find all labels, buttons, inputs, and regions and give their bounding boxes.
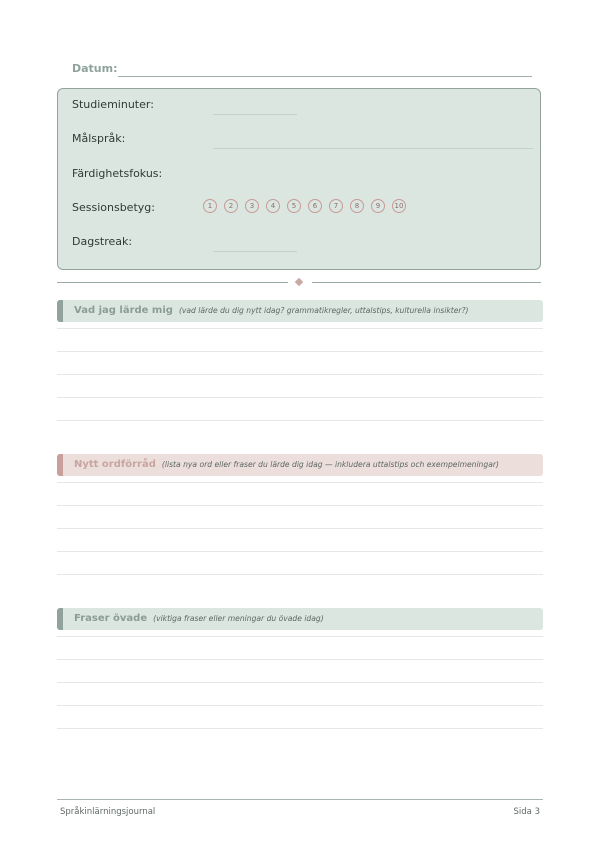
section-hint: (viktiga fraser eller meningar du övade idag) [153, 614, 324, 623]
section-title: Nytt ordförråd (lista nya ord eller fraser du lärde dig idag — inkludera uttalstips och exempelmeningar) [74, 459, 499, 470]
rating-circle-10[interactable]: 10 [392, 199, 406, 213]
rating-circle-8[interactable]: 8 [350, 199, 364, 213]
session-rating-scale [203, 199, 406, 213]
divider-right [312, 282, 541, 283]
day-streak-line[interactable] [213, 251, 297, 252]
section-title: Fraser övade (viktiga fraser eller meningar du övade idag) [74, 613, 324, 624]
writing-line[interactable] [57, 328, 543, 329]
section-accent-bar [57, 300, 63, 322]
session-info-panel [57, 88, 541, 270]
study-minutes-line[interactable] [213, 114, 297, 115]
writing-line[interactable] [57, 374, 543, 375]
date-input-line[interactable] [118, 76, 532, 77]
writing-line[interactable] [57, 482, 543, 483]
rating-circle-9[interactable]: 9 [371, 199, 385, 213]
page-number: Sida 3 [513, 807, 540, 817]
writing-line[interactable] [57, 351, 543, 352]
diamond-ornament-icon [295, 278, 303, 286]
writing-line[interactable] [57, 574, 543, 575]
rating-circle-1[interactable]: 1 [203, 199, 217, 213]
writing-line[interactable] [57, 705, 543, 706]
writing-line[interactable] [57, 528, 543, 529]
rating-circle-3[interactable]: 3 [245, 199, 259, 213]
section-accent-bar [57, 608, 63, 630]
writing-line[interactable] [57, 728, 543, 729]
section-hint: (vad lärde du dig nytt idag? grammatikregler, uttalstips, kulturella insikter?) [178, 306, 469, 315]
rating-circle-6[interactable]: 6 [308, 199, 322, 213]
writing-line[interactable] [57, 551, 543, 552]
rating-circle-5[interactable]: 5 [287, 199, 301, 213]
writing-line[interactable] [57, 682, 543, 683]
writing-line[interactable] [57, 505, 543, 506]
writing-line[interactable] [57, 659, 543, 660]
divider-left [57, 282, 288, 283]
section-accent-bar [57, 454, 63, 476]
writing-line[interactable] [57, 397, 543, 398]
study-minutes-label: Studieminuter: [72, 98, 154, 111]
section-new-vocabulary [57, 454, 543, 476]
date-label: Datum: [72, 62, 118, 75]
footer-title: Språkinlärningsjournal [60, 807, 156, 817]
section-what-i-learned [57, 300, 543, 322]
date-row [72, 62, 532, 82]
target-language-line[interactable] [213, 148, 533, 149]
footer-rule [57, 799, 543, 800]
rating-circle-7[interactable]: 7 [329, 199, 343, 213]
section-phrases-practiced [57, 608, 543, 630]
rating-circle-2[interactable]: 2 [224, 199, 238, 213]
writing-line[interactable] [57, 636, 543, 637]
section-hint: (lista nya ord eller fraser du lärde dig idag — inkludera uttalstips och exempelmeningar) [161, 460, 499, 469]
rating-circle-4[interactable]: 4 [266, 199, 280, 213]
target-language-label: Målspråk: [72, 132, 126, 145]
session-rating-label: Sessionsbetyg: [72, 201, 155, 214]
day-streak-label: Dagstreak: [72, 235, 133, 248]
section-title: Vad jag lärde mig (vad lärde du dig nytt idag? grammatikregler, uttalstips, kulturella insikter?) [74, 305, 469, 316]
skill-focus-label: Färdighetsfokus: [72, 167, 163, 180]
writing-line[interactable] [57, 420, 543, 421]
